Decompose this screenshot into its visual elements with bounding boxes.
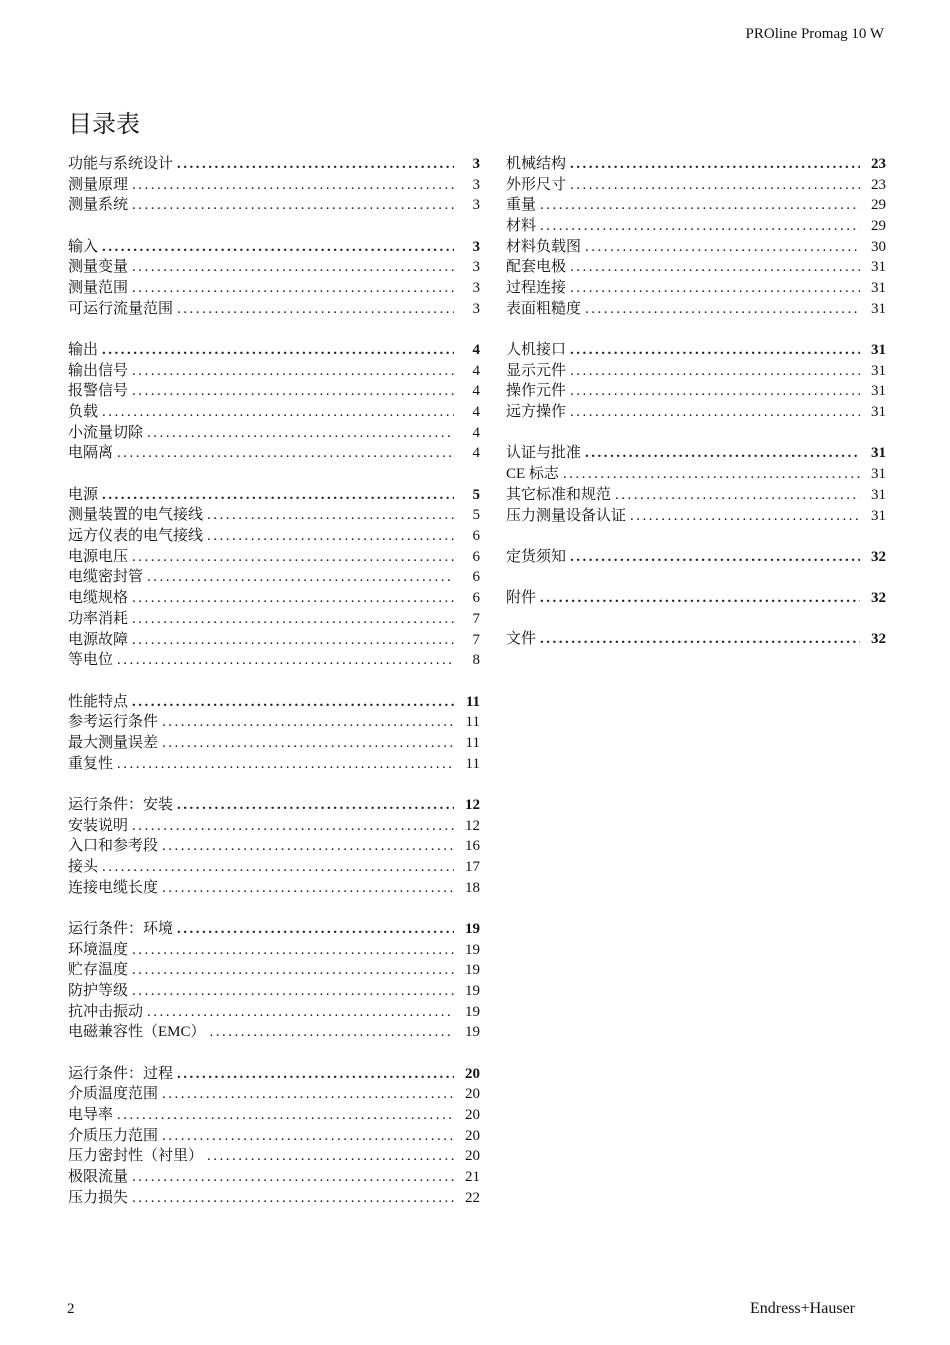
toc-page-number: 20 (465, 1148, 480, 1165)
dot-leader (132, 1169, 454, 1186)
toc-entry-label: 过程连接 (506, 280, 567, 297)
toc-entry[interactable] (506, 193, 886, 214)
toc-section (68, 152, 480, 214)
dot-leader (132, 363, 454, 380)
toc-entry[interactable] (68, 545, 480, 566)
toc-section-heading[interactable] (68, 1062, 480, 1083)
toc-page-number: 19 (465, 941, 480, 958)
toc-entry-label: 电源 (68, 486, 99, 503)
toc-entry-label: 机械结构 (506, 156, 567, 172)
toc-page-number: 7 (472, 631, 480, 648)
dot-leader (117, 652, 454, 669)
toc-entry-label: 功能与系统设计 (68, 156, 174, 172)
dot-leader (162, 1086, 454, 1103)
toc-entry-label: 报警信号 (68, 383, 129, 400)
toc-page-number: 18 (465, 879, 480, 896)
toc-page-number: 6 (472, 548, 480, 565)
toc-entry[interactable] (68, 628, 480, 649)
dot-leader (177, 156, 454, 173)
toc-entry-label: 材料负载图 (506, 238, 582, 255)
toc-page-number: 19 (465, 1024, 480, 1041)
toc-entry-label: 安装说明 (68, 817, 129, 834)
toc-entry[interactable] (68, 958, 480, 979)
toc-entry-label: 测量变量 (68, 259, 129, 276)
dot-leader (177, 797, 454, 814)
toc-entry[interactable] (68, 503, 480, 524)
dot-leader (132, 383, 454, 400)
toc-entry-label: 小流量切除 (68, 424, 144, 441)
toc-section (506, 441, 886, 524)
toc-entry[interactable] (68, 193, 480, 214)
toc-column-left (68, 152, 480, 1227)
toc-entry[interactable] (68, 1186, 480, 1207)
toc-entry-label: 电缆密封管 (68, 569, 144, 586)
toc-entry-label: 表面粗糙度 (506, 300, 582, 317)
dot-leader (117, 1107, 454, 1124)
dot-leader (132, 694, 454, 711)
toc-page-number: 6 (472, 590, 480, 607)
dot-leader (162, 714, 454, 731)
toc-entry[interactable] (68, 1103, 480, 1124)
toc-entry[interactable] (506, 400, 886, 421)
toc-entry[interactable] (506, 214, 886, 235)
toc-page-number: 4 (472, 424, 480, 441)
dot-leader (132, 818, 454, 835)
toc-entry[interactable] (68, 648, 480, 669)
toc-section (68, 690, 480, 773)
toc-section-heading[interactable] (506, 627, 886, 648)
toc-page-number: 29 (871, 218, 886, 235)
dot-leader (132, 611, 454, 628)
dot-leader (132, 942, 454, 959)
toc-page-number: 32 (871, 548, 886, 565)
dot-leader (132, 1190, 454, 1207)
toc-page-number: 3 (472, 280, 480, 297)
toc-entry-label: 运行条件：环境 (68, 920, 174, 937)
toc-section-heading[interactable] (506, 338, 886, 359)
toc-page-number: 7 (472, 610, 480, 627)
toc-section-heading[interactable] (506, 441, 886, 462)
dot-leader (147, 425, 454, 442)
toc-entry[interactable] (506, 173, 886, 194)
toc-page-number: 19 (465, 1003, 480, 1020)
toc-entry-label: 材料 (506, 218, 537, 235)
toc-entry-label: 抗冲击振动 (68, 1003, 144, 1020)
toc-page-number: 12 (465, 817, 480, 834)
toc-entry-label: 认证与批准 (506, 445, 582, 462)
dot-leader (570, 549, 860, 566)
dot-leader (207, 1148, 454, 1165)
toc-entry[interactable] (506, 359, 886, 380)
toc-page-number: 31 (871, 362, 886, 379)
toc-entry[interactable] (68, 297, 480, 318)
toc-entry-label: 测量装置的电气接线 (68, 507, 204, 524)
dot-leader (132, 983, 454, 1000)
toc-section (68, 1062, 480, 1207)
toc-page-number: 31 (871, 445, 886, 462)
toc-page-number: 3 (472, 156, 480, 172)
dot-leader (162, 838, 454, 855)
dot-leader (207, 507, 454, 524)
toc-section-heading[interactable] (68, 690, 480, 711)
dot-leader (162, 1128, 454, 1145)
toc-entry[interactable] (68, 173, 480, 194)
toc-page-number: 3 (472, 259, 480, 276)
toc-section (68, 338, 480, 462)
toc-entry-label: 等电位 (68, 652, 114, 669)
toc-section (506, 586, 886, 607)
toc-page-number: 29 (871, 197, 886, 214)
toc-entry-label: 介质压力范围 (68, 1127, 159, 1144)
toc-entry[interactable] (506, 462, 886, 483)
toc-entry[interactable] (68, 1144, 480, 1165)
toc-section (68, 793, 480, 896)
dot-leader (147, 1004, 454, 1021)
dot-leader (540, 197, 860, 214)
toc-page-number: 16 (465, 838, 480, 855)
toc-page-number: 6 (472, 569, 480, 586)
toc-entry[interactable] (68, 276, 480, 297)
dot-leader (132, 280, 454, 297)
dot-leader (177, 1066, 454, 1083)
toc-entry[interactable] (506, 483, 886, 504)
toc-entry[interactable] (68, 876, 480, 897)
toc-page-number: 11 (465, 714, 480, 731)
toc-page-number: 32 (871, 590, 886, 607)
dot-leader (585, 239, 860, 256)
toc-entry-label: 其它标准和规范 (506, 486, 612, 503)
toc-page-number: 19 (465, 982, 480, 999)
toc-page-number: 31 (871, 300, 886, 317)
page-title: 目录表 (68, 112, 140, 138)
toc-entry-label: 重量 (506, 197, 537, 214)
toc-page-number: 32 (871, 631, 886, 648)
toc-entry-label: 测量范围 (68, 280, 129, 297)
toc-page-number: 4 (472, 342, 480, 358)
toc-entry-label: 环境温度 (68, 941, 129, 958)
toc-page-number: 6 (472, 528, 480, 545)
toc-page-number: 12 (465, 796, 480, 813)
toc-entry[interactable] (68, 421, 480, 442)
toc-entry[interactable] (68, 441, 480, 462)
toc-section (506, 338, 886, 421)
toc-page-number: 31 (871, 507, 886, 524)
dot-leader (102, 487, 454, 504)
toc-entry-label: 远方操作 (506, 404, 567, 421)
toc-entry[interactable] (506, 276, 886, 297)
dot-leader (570, 177, 860, 194)
toc-entry-label: 测量原理 (68, 176, 129, 193)
toc-entry[interactable] (68, 752, 480, 773)
toc-entry-label: 运行条件：安装 (68, 796, 174, 813)
toc-entry-label: 文件 (506, 631, 537, 648)
toc-entry-label: 防护等级 (68, 982, 129, 999)
toc-entry-label: 压力密封性（衬里） (68, 1148, 204, 1165)
toc-page-number: 31 (871, 280, 886, 297)
dot-leader (132, 197, 454, 214)
toc-entry[interactable] (68, 255, 480, 276)
toc-entry-label: 贮存温度 (68, 962, 129, 979)
toc-section-heading[interactable] (506, 545, 886, 566)
dot-leader (102, 342, 454, 359)
toc-page-number: 19 (465, 962, 480, 979)
toc-page-number: 31 (871, 383, 886, 400)
toc-entry-label: 电源电压 (68, 548, 129, 565)
toc-page-number: 4 (472, 362, 480, 379)
dot-leader (102, 404, 454, 421)
brand-name: Endress+Hauser (750, 1300, 855, 1317)
dot-leader (570, 156, 860, 173)
toc-page-number: 4 (472, 404, 480, 421)
toc-entry-label: 介质温度范围 (68, 1086, 159, 1103)
toc-entry-label: 运行条件：过程 (68, 1065, 174, 1082)
toc-entry-label: 最大测量误差 (68, 734, 159, 751)
toc-entry[interactable] (506, 235, 886, 256)
toc-page-number: 21 (465, 1169, 480, 1186)
toc-section (68, 235, 480, 318)
toc-entry[interactable] (68, 1165, 480, 1186)
dot-leader (207, 528, 454, 545)
toc-entry-label: 入口和参考段 (68, 838, 159, 855)
toc-section (506, 545, 886, 566)
toc-entry-label: 性能特点 (68, 693, 129, 710)
toc-entry[interactable] (68, 938, 480, 959)
toc-page-number: 3 (472, 176, 480, 193)
toc-entry[interactable] (68, 1082, 480, 1103)
toc-entry-label: 电导率 (68, 1106, 114, 1123)
dot-leader (540, 590, 860, 607)
dot-leader (177, 921, 454, 938)
toc-entry-label: 压力损失 (68, 1189, 129, 1206)
toc-entry-label: 重复性 (68, 755, 114, 772)
toc-entry-label: 接头 (68, 858, 99, 875)
toc-entry-label: 参考运行条件 (68, 714, 159, 731)
toc-entry[interactable] (68, 710, 480, 731)
dot-leader (585, 301, 860, 318)
running-header: PROline Promag 10 W (745, 26, 884, 42)
toc-entry-label: 操作元件 (506, 383, 567, 400)
toc-page-number: 30 (871, 238, 886, 255)
toc-page-number: 23 (871, 156, 886, 172)
dot-leader (132, 962, 454, 979)
toc-entry[interactable] (68, 379, 480, 400)
dot-leader (540, 631, 860, 648)
toc-entry-label: 极限流量 (68, 1169, 129, 1186)
toc-page-number: 4 (472, 383, 480, 400)
dot-leader (570, 280, 860, 297)
toc-entry[interactable] (68, 400, 480, 421)
dot-leader (570, 363, 860, 380)
toc-entry-label: 连接电缆长度 (68, 879, 159, 896)
toc-page-number: 31 (871, 404, 886, 421)
toc-page-number: 11 (465, 734, 480, 751)
toc-section-heading[interactable] (68, 152, 480, 173)
toc-entry-label: 负载 (68, 404, 99, 421)
toc-entry-label: 测量系统 (68, 197, 129, 214)
toc-page-number: 31 (871, 259, 886, 276)
toc-entry[interactable] (68, 834, 480, 855)
page-number: 2 (67, 1301, 75, 1317)
toc-column-right (506, 152, 886, 669)
toc-section-heading[interactable] (68, 338, 480, 359)
toc-page-number: 3 (472, 238, 480, 255)
toc-section-heading[interactable] (68, 483, 480, 504)
dot-leader (563, 466, 860, 483)
toc-page-number: 11 (465, 693, 480, 710)
toc-entry-label: 输出 (68, 342, 99, 358)
toc-page-number: 20 (465, 1086, 480, 1103)
toc-section-heading[interactable] (68, 235, 480, 256)
toc-page-number: 4 (472, 445, 480, 462)
toc-entry-label: 电源故障 (68, 631, 129, 648)
toc-entry-label: 远方仪表的电气接线 (68, 528, 204, 545)
toc-entry[interactable] (68, 359, 480, 380)
toc-entry-label: 人机接口 (506, 342, 567, 359)
dot-leader (570, 383, 860, 400)
toc-page-number: 3 (472, 300, 480, 317)
toc-page-number: 20 (465, 1127, 480, 1144)
dot-leader (570, 342, 860, 359)
toc-page-number: 17 (465, 858, 480, 875)
dot-leader (102, 239, 454, 256)
toc-entry-label: 电缆规格 (68, 590, 129, 607)
toc-section-heading[interactable] (68, 917, 480, 938)
toc-entry-label: 输出信号 (68, 362, 129, 379)
dot-leader (570, 404, 860, 421)
toc-entry[interactable] (506, 379, 886, 400)
toc-entry[interactable] (68, 1124, 480, 1145)
toc-entry-label: 可运行流量范围 (68, 300, 174, 317)
dot-leader (117, 756, 454, 773)
toc-page-number: 5 (472, 486, 480, 503)
toc-entry[interactable] (68, 524, 480, 545)
toc-section-heading[interactable] (506, 586, 886, 607)
toc-page-number: 11 (465, 755, 480, 772)
toc-entry[interactable] (68, 1000, 480, 1021)
dot-leader (147, 569, 454, 586)
dot-leader (132, 590, 454, 607)
dot-leader (162, 735, 454, 752)
dot-leader (117, 445, 454, 462)
toc-page-number: 3 (472, 197, 480, 214)
dot-leader (132, 177, 454, 194)
toc-section (68, 917, 480, 1041)
dot-leader (570, 259, 860, 276)
toc-entry[interactable] (68, 586, 480, 607)
toc-page-number: 31 (871, 486, 886, 503)
toc-section (506, 152, 886, 318)
toc-entry[interactable] (68, 855, 480, 876)
toc-entry-label: 外形尺寸 (506, 176, 567, 193)
dot-leader (132, 549, 454, 566)
toc-page-number: 8 (472, 652, 480, 669)
toc-entry-label: 定货须知 (506, 548, 567, 565)
toc-page-number: 5 (472, 507, 480, 524)
toc-entry[interactable] (68, 565, 480, 586)
toc-entry-label: 电隔离 (68, 445, 114, 462)
dot-leader (162, 880, 454, 897)
toc-entry-label: 功率消耗 (68, 610, 129, 627)
toc-section-heading[interactable] (506, 152, 886, 173)
toc-entry-label: 配套电极 (506, 259, 567, 276)
toc-section (506, 627, 886, 648)
toc-entry-label: 附件 (506, 590, 537, 607)
toc-page-number: 20 (465, 1065, 480, 1082)
toc-entry[interactable] (68, 607, 480, 628)
toc-page-number: 19 (465, 920, 480, 937)
dot-leader (540, 218, 860, 235)
dot-leader (102, 859, 454, 876)
toc-page-number: 20 (465, 1106, 480, 1123)
toc-entry-label: 压力测量设备认证 (506, 507, 627, 524)
toc-entry[interactable] (68, 979, 480, 1000)
dot-leader (177, 301, 454, 318)
toc-section (68, 483, 480, 669)
toc-entry-label: 电磁兼容性（EMC） (68, 1024, 206, 1041)
toc-entry[interactable] (68, 1020, 480, 1041)
toc-entry[interactable] (68, 731, 480, 752)
toc-page-number: 22 (465, 1189, 480, 1206)
toc-entry[interactable] (506, 504, 886, 525)
toc-entry-label: CE 标志 (506, 466, 559, 483)
toc-entry[interactable] (68, 814, 480, 835)
toc-entry[interactable] (506, 297, 886, 318)
toc-page-number: 31 (871, 342, 886, 359)
dot-leader (210, 1024, 454, 1041)
toc-page-number: 31 (871, 466, 886, 483)
toc-section-heading[interactable] (68, 793, 480, 814)
dot-leader (615, 487, 860, 504)
toc-entry-label: 输入 (68, 238, 99, 255)
dot-leader (585, 445, 860, 462)
dot-leader (132, 259, 454, 276)
dot-leader (630, 508, 860, 525)
dot-leader (132, 632, 454, 649)
toc-page-number: 23 (871, 176, 886, 193)
toc-entry[interactable] (506, 255, 886, 276)
toc-entry-label: 显示元件 (506, 362, 567, 379)
